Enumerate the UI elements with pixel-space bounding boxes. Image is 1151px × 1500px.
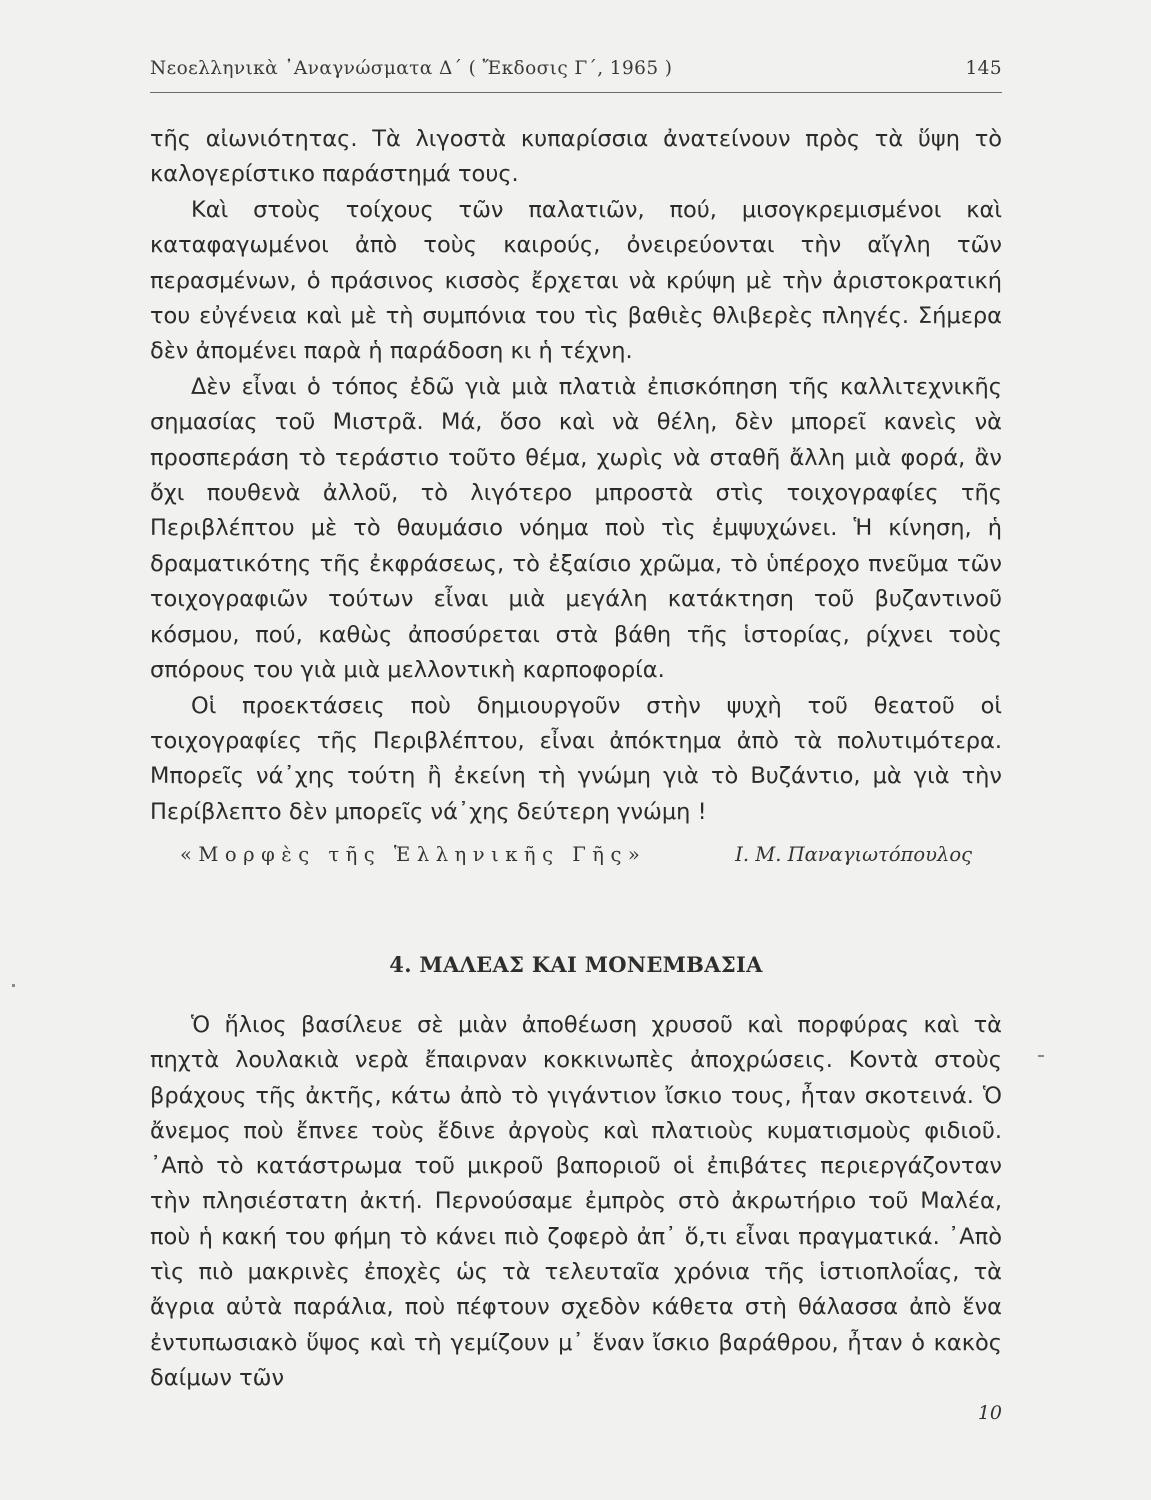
- section-heading: 4. ΜΑΛΕΑΣ ΚΑΙ ΜΟΝΕΜΒΑΣΙΑ: [389, 952, 763, 977]
- paragraph: Οἱ προεκτάσεις ποὺ δημιουργοῦν στὴν ψυχὴ τοῦ θεατοῦ οἱ τοιχογραφίες τῆς Περιβλέπτου, εἶναι ἀπόκτημα ἀπὸ τὰ πολυτιμότερα. Μπορεῖς νά᾿χης τούτη ἢ ἐκείνη τὴ γνώμη γιὰ τὸ Βυζάντιο, μὰ γιὰ τὴν Περίβλεπτο δὲν μπορεῖς νά᾿χης δεύτερη γνώμη !: [150, 692, 1002, 825]
- source-title: «Μορφὲς τῆς Ἑλληνικῆς Γῆς»: [180, 843, 647, 866]
- paragraph: Ὁ ἥλιος βασίλευε σὲ μιὰν ἀποθέωση χρυσοῦ καὶ πορφύρας καὶ τὰ πηχτὰ λουλακιὰ νερὰ ἔπαιρναν κοκκινωπὲς ἀποχρώσεις. Κοντὰ στοὺς βράχους τῆς ἀκτῆς, κάτω ἀπὸ τὸ γιγάντιον ἴσκιο τους, ἦταν σκοτεινά. Ὁ ἄνεμος ποὺ ἔπνεε τοὺς ἔδινε ἀργοὺς καὶ πλατιοὺς κυματισμοὺς φιδιοῦ. ᾿Απὸ τὸ κατάστρωμα τοῦ μικροῦ βαποριοῦ οἱ ἐπιβάτες περιεργάζονταν τὴν πλησιέστατη ἀκτή. Περνούσαμε ἐμπρὸς στὸ ἀκρωτήριο τοῦ Μαλέα, ποὺ ἡ κακή του φήμη τὸ κάνει πιὸ ζοφερὸ ἀπ᾿ ὅ,τι εἶναι πραγματικά. ᾿Απὸ τὶς πιὸ μακρινὲς ἐποχὲς ὡς τὰ τελευταῖα χρόνια τῆς ἱστιοπλοΐας, τὰ ἄγρια αὐτὰ παράλια, ποὺ πέφτουν σχεδὸν κάθετα στὴ θάλασσα ἀπὸ ἕνα ἐντυπωσιακὸ ὕψος καὶ τὴ γεμίζουν μ᾿ ἕναν ἴσκιο βαράθρου, ἦταν ὁ κακὸς δαίμων τῶν: [150, 1012, 1002, 1391]
- paragraph: τῆς αἰωνιότητας. Τὰ λιγοστὰ κυπαρίσσια ἀνατείνουν πρὸς τὰ ὕψη τὸ καλογερίστικο παράστημά τους.: [150, 126, 1002, 188]
- author-name: Ι. Μ. Παναγιωτόπουλος: [735, 843, 972, 866]
- print-speck: [12, 984, 15, 987]
- page-number: 145: [965, 58, 1002, 79]
- running-title: Νεοελληνικὰ ᾿Αναγνώσματα Δ΄ ( Ἔκδοσις Γ΄, 1965 ): [150, 58, 673, 79]
- running-header: [150, 58, 1002, 88]
- paragraph: Δὲν εἶναι ὁ τόπος ἐδῶ γιὰ μιὰ πλατιὰ ἐπισκόπηση τῆς καλλιτεχνικῆς σημασίας τοῦ Μιστρᾶ. Μά, ὅσο καὶ νὰ θέλη, δὲν μπορεῖ κανεὶς νὰ προσπεράση τὸ τεράστιο τοῦτο θέμα, χωρὶς νὰ σταθῆ ἄλλη μιὰ φορά, ἂν ὄχι πουθενὰ ἀλλοῦ, τὸ λιγότερο μπροστὰ στὶς τοιχογραφίες τῆς Περιβλέπτου μὲ τὸ θαυμάσιο νόημα ποὺ τὶς ἐμψυχώνει. Ἡ κίνηση, ἡ δραματικότης τῆς ἐκφράσεως, τὸ ἐξαίσιο χρῶμα, τὸ ὑπέροχο πνεῦμα τῶν τοιχογραφιῶν τούτων εἶναι μιὰ μεγάλη κατάκτηση τοῦ βυζαντινοῦ κόσμου, πού, καθὼς ἀποσύρεται στὰ βάθη τῆς ἱστορίας, ρίχνει τοὺς σπόρους του γιὰ μιὰ μελλοντικὴ καρποφορία.: [150, 373, 1002, 684]
- attribution: [180, 843, 972, 879]
- section-body: [150, 1008, 1002, 1396]
- excerpt-body: [150, 122, 1002, 830]
- signature-mark: 10: [977, 1402, 1002, 1424]
- paragraph: Καὶ στοὺς τοίχους τῶν παλατιῶν, πού, μισογκρεμισμένοι καὶ καταφαγωμένοι ἀπὸ τοὺς καιρούς, ὀνειρεύονται τὴν αἴγλη τῶν περασμένων, ὁ πράσινος κισσὸς ἔρχεται νὰ κρύψη μὲ τὴν ἀριστοκρατική του εὐγένεια καὶ μὲ τὴ συμπόνια του τὶς βαθιὲς θλιβερὲς πληγές. Σήμερα δὲν ἀπομένει παρὰ ἡ παράδοση κι ἡ τέχνη.: [150, 196, 1002, 365]
- header-rule: [150, 92, 1002, 93]
- print-speck: [1038, 1055, 1044, 1057]
